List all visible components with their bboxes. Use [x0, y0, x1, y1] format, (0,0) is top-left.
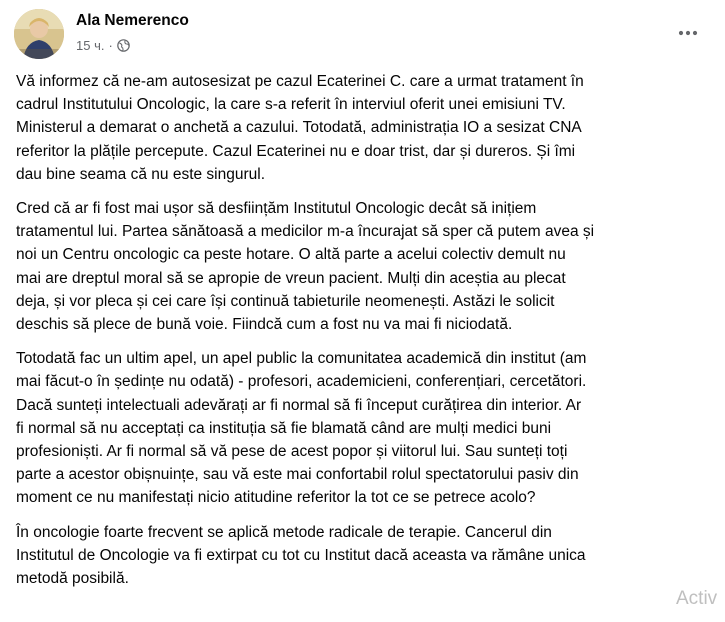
post-paragraph: În oncologie foarte frecvent se aplică metode radicale de terapie. Cancerul din Institutul de Oncologie va fi extirpat cu tot cu Institut dacă aceasta va rămâne unica metodă posibilă. [16, 523, 586, 588]
meta-separator: · [108, 38, 113, 53]
more-options-button[interactable] [676, 23, 700, 43]
post-meta [76, 38, 130, 53]
post-body [16, 70, 725, 601]
avatar-image [14, 9, 64, 59]
post-paragraph: Vă informez că ne-am autosesizat pe cazul Ecaterinei C. care a urmat tratament în cadrul Institutului Oncologic, la care s-a referit în interviul oferit unei emisiuni TV. Ministerul a demarat o anchetă a cazului. Totodată, administrația IO a sesizat CNA referitor la plățile percepute. Cazul Ecaterinei nu e doar trist, dar și dureros. Și îmi dau bine seama că nu este singurul. [16, 73, 584, 183]
globe-icon[interactable] [117, 39, 130, 52]
post-paragraph: Cred că ar fi fost mai ușor să desființăm Institutul Oncologic decât să inițiem tratamentul lui. Partea sănătoasă a medicilor m-a încurajat să sper că putem avea și noi un Centru oncologic ca peste hotare. O altă parte a acelui colectiv demult nu mai are dreptul moral să se apropie de vreun pacient. Mulți din aceștia au plecat deja, și vor pleca și cei care își continuă tabieturile neomenești. Astăzi le solicit deschis să plece de bună voie. Fiindcă cum a fost nu va mai fi niciodată. [16, 200, 595, 334]
author-name[interactable]: Ala Nemerenco [76, 12, 189, 29]
post-timestamp[interactable]: 15 ч. [76, 38, 105, 53]
author-avatar[interactable] [14, 9, 64, 59]
activate-windows-watermark: Activ [676, 588, 718, 609]
post-header [14, 9, 714, 59]
post-paragraph: Totodată fac un ultim apel, un apel public la comunitatea academică din institut (am mai făcut-o în ședințe nu odată) - profesori, academicieni, conferențiari, cercetători. Dacă sunteți intelectuali adevărați ar fi normal să fi început curățirea din interior. Ar fi normal să nu acceptați ca instituția să fie blamată când are mulți medici buni profesioniști. Ar fi normal să vă pese de acest popor și viitorul lui. Sau sunteți toți parte a acestor obișnuințe, sau vă este mai confortabil rolul spectatorului pasiv din moment ce nu manifestați nicio atitudine referitor la tot ce se petrece acolo? [16, 350, 587, 507]
more-dots-icon [676, 23, 700, 43]
